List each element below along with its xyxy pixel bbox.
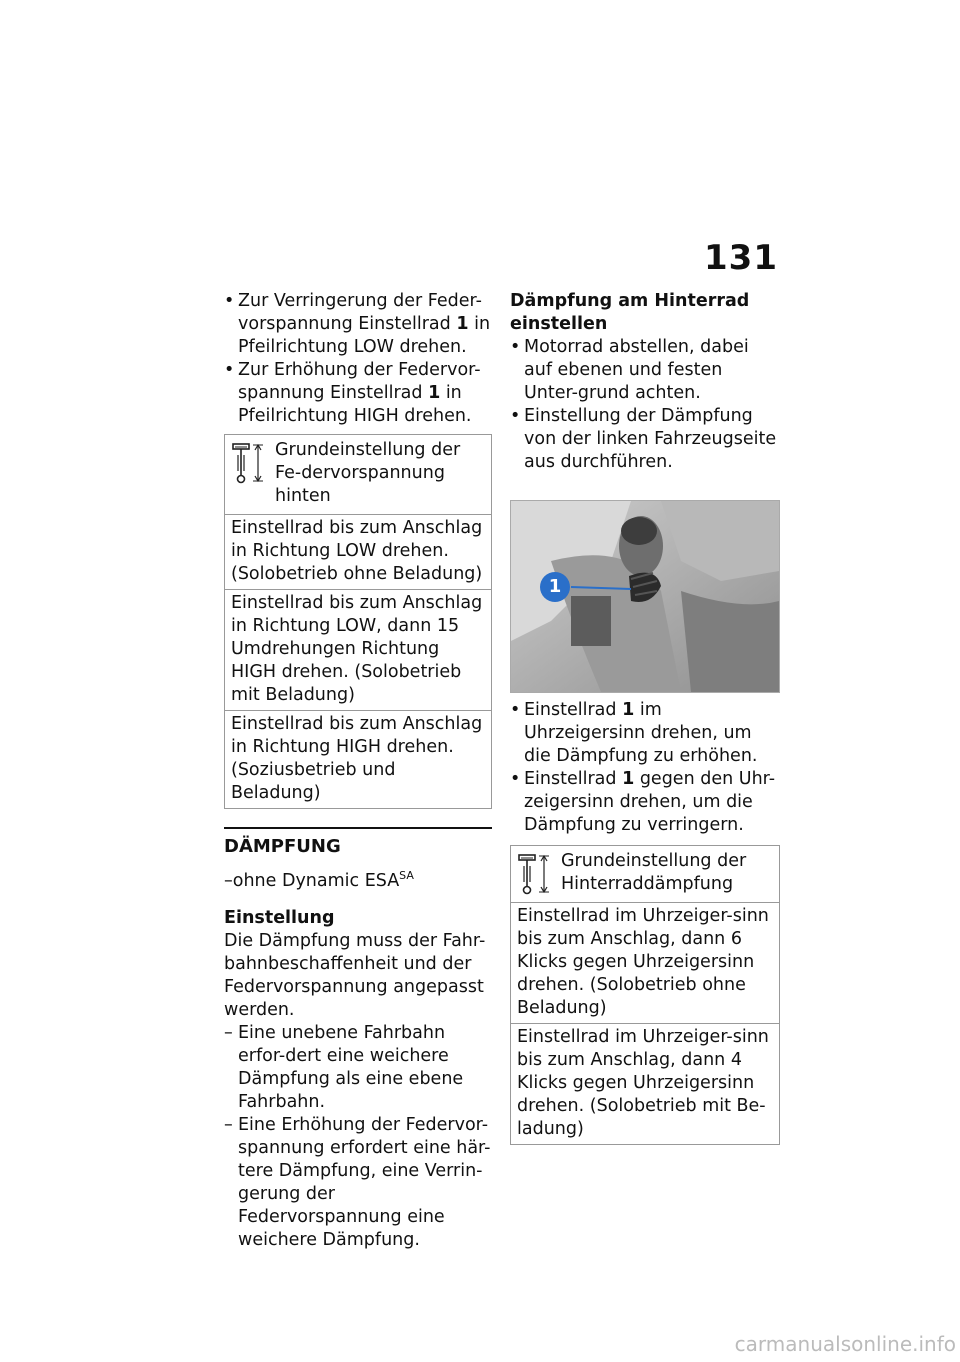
dash-list: [224, 1022, 492, 1252]
spec-row: Einstellrad im Uhrzeiger-sinn bis zum Anschlag, dann 4 Klicks gegen Uhrzeigersinn drehen. (Solobetrieb mit Be-ladung): [517, 1027, 769, 1139]
list-item: – Eine unebene Fahrbahn erfor-dert eine weichere Dämpfung als eine ebene Fahrbahn.: [224, 1022, 492, 1114]
spec-row: Einstellrad bis zum Anschlag in Richtung LOW, dann 15 Umdrehungen Richtung HIGH drehen. (Solobetrieb mit Beladung): [225, 590, 491, 711]
section-title: DÄMPFUNG: [224, 836, 341, 857]
spec-row: Einstellrad bis zum Anschlag in Richtung HIGH drehen. (Soziusbetrieb und Beladung): [231, 714, 483, 803]
spec-row: Einstellrad bis zum Anschlag in Richtung LOW drehen. (Solobetrieb ohne Beladung): [225, 515, 491, 590]
spec-box-spring-preload: [224, 434, 492, 809]
right-bullet-list-top: [510, 336, 780, 474]
list-item: • Einstellrad 1 gegen den Uhr-zeigersinn drehen, um die Dämpfung zu verringern.: [510, 768, 780, 837]
setting-text: Die Dämpfung muss der Fahr-bahnbeschaffenheit und der Federvorspannung angepasst werden.: [224, 930, 486, 1020]
spec-box-title: Grundeinstellung der Fe-dervorspannung hinten: [275, 440, 461, 506]
spec-box-rows: [511, 903, 779, 1144]
section-subtitle: [224, 864, 492, 893]
page-number: 131: [704, 238, 778, 278]
spec-box-header: [511, 846, 779, 903]
section-subtitle-text: –ohne Dynamic ESA: [224, 870, 400, 891]
list-item: • Motorrad abstellen, dabei auf ebenen und festen Unter-grund achten.: [510, 336, 780, 405]
spec-box-title: Grundeinstellung der Hinterraddämpfung: [561, 851, 747, 894]
list-item: • Zur Verringerung der Feder-vorspannung Einstellrad 1 in Pfeilrichtung LOW drehen.: [224, 290, 492, 359]
watermark-footer: carmanualsonline.info: [734, 1332, 956, 1356]
section-superscript: SA: [399, 869, 414, 882]
photo-callout-1: 1: [548, 576, 562, 597]
spec-row: Einstellrad im Uhrzeiger-sinn bis zum Anschlag, dann 6 Klicks gegen Uhrzeigersinn drehen. (Solobetrieb ohne Beladung): [511, 903, 779, 1024]
setting-heading: Einstellung: [224, 907, 335, 928]
list-item: – Eine Erhöhung der Federvor-spannung erfordert eine här-tere Dämpfung, eine Verrin-gerung der Federvorspannung eine weichere Dämpfung.: [224, 1114, 492, 1252]
spec-box-damping: [510, 845, 780, 1145]
left-column: [224, 290, 492, 1252]
section-rule: [224, 827, 492, 1252]
damping-adjuster-photo: [510, 500, 780, 693]
list-item: • Einstellrad 1 im Uhrzeigersinn drehen, um die Dämpfung zu erhöhen.: [510, 699, 780, 768]
spec-box-rows: [225, 515, 491, 808]
list-item: • Einstellung der Dämpfung von der linken Fahrzeugseite aus durchführen.: [510, 405, 780, 474]
right-column: [510, 290, 780, 1145]
spring-preload-icon: [517, 852, 553, 896]
spring-preload-icon: [231, 441, 267, 485]
left-bullet-list: [224, 290, 492, 428]
list-item: • Zur Erhöhung der Federvor-spannung Einstellrad 1 in Pfeilrichtung HIGH drehen.: [224, 359, 492, 428]
right-bullet-list-bottom: [510, 699, 780, 837]
spec-box-header: [225, 435, 491, 515]
right-heading: Dämpfung am Hinterrad einstellen: [510, 291, 750, 334]
